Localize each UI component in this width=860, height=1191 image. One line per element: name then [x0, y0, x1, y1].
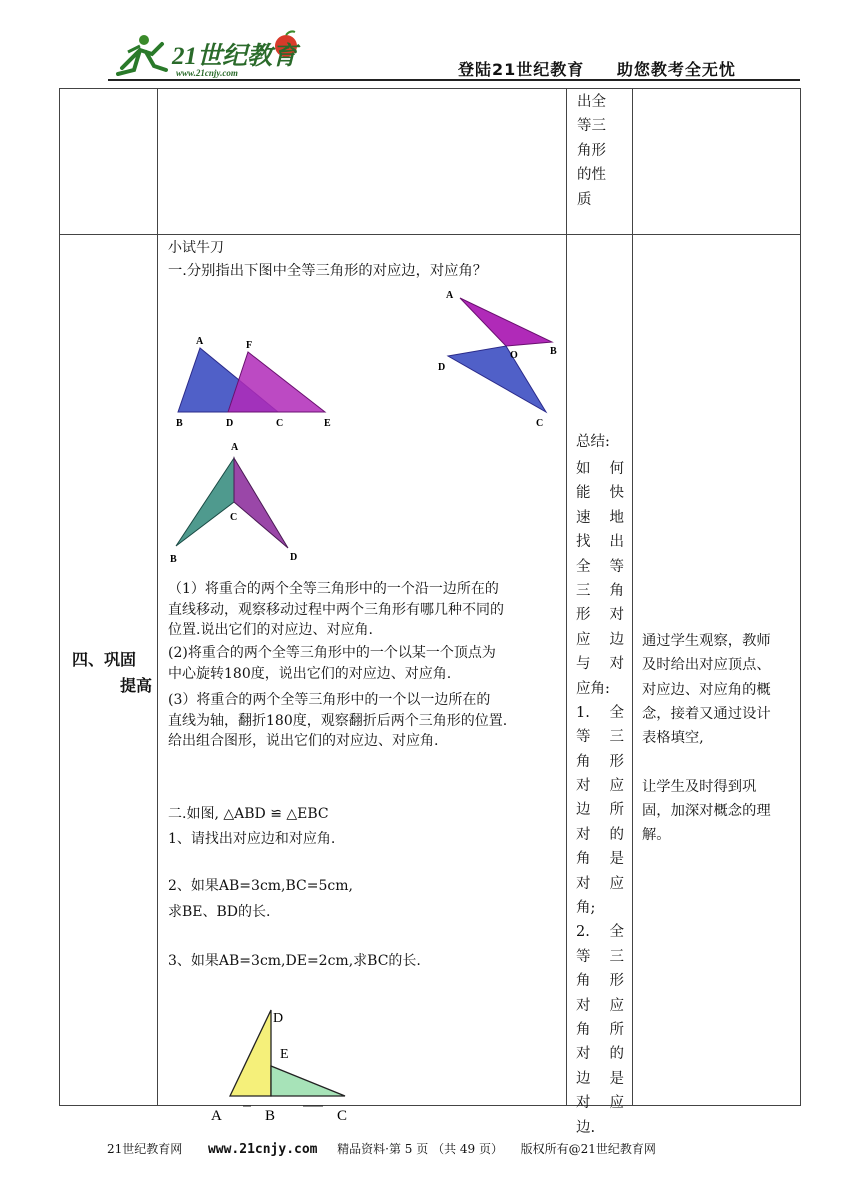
summary-line: 形 对 [576, 607, 624, 624]
svg-text:F: F [246, 340, 253, 351]
question-2-2b: 求BE、BD的长. [168, 904, 271, 920]
figure-flip [166, 438, 306, 568]
summary-line: 角 所 [576, 1021, 624, 1038]
svg-text:A: A [231, 442, 239, 453]
svg-text:A: A [196, 336, 204, 347]
svg-text:B: B [170, 554, 177, 565]
summary-line: 三 角 [576, 582, 624, 599]
triangle-doc [448, 346, 546, 412]
triangle-dfe [228, 352, 325, 412]
svg-text:E: E [324, 418, 331, 429]
summary-line: 如 何 [576, 461, 624, 477]
summary-line: 角 形 [576, 973, 624, 990]
svg-text:D: D [290, 552, 298, 563]
figure-rotate [432, 284, 562, 432]
svg-text:D: D [273, 1011, 284, 1026]
logo-url: www.21cnjy.com [176, 68, 238, 78]
teacher-notes [642, 629, 771, 848]
figure-translate [170, 330, 340, 430]
summary-line: 对 的 [576, 1046, 624, 1063]
paragraph-3: (3）将重合的两个全等三角形中的一个以一边所在的 直线为轴，翻折180度，观察翻折后两个三角形的位置. 给出组合图形，说出它们的对应边、对应角. [168, 692, 508, 749]
footer-url: www.21cnjy.com [207, 1142, 318, 1157]
footer-site: 21世纪教育网 [107, 1142, 183, 1156]
svg-text:B: B [265, 1108, 276, 1124]
triangle-aob [460, 298, 552, 346]
summary-line: 能 快 [576, 485, 624, 502]
triangle-ebc [271, 1066, 345, 1096]
paragraph-1: （1）将重合的两个全等三角形中的一个沿一边所在的 直线移动，观察移动过程中两个三角形有哪几种不同的 位置.说出它们的对应边、对应角. [168, 581, 504, 638]
question-2-2: 2、如果AB=3cm,BC=5cm, [168, 878, 353, 894]
teacher-line: 让学生及时得到巩 [642, 778, 757, 795]
figure-abd-ebc [205, 1004, 365, 1126]
svg-text:C: C [276, 418, 284, 429]
summary-line: 角 是 [576, 851, 624, 868]
summary-line: 速 地 [576, 509, 624, 526]
question-2: 二.如图, △ABD ≌ △EBC [168, 806, 329, 822]
teacher-line: 固，加深对概念的理 [642, 803, 771, 820]
teacher-line: 念，接着又通过设计 [642, 705, 771, 722]
triangle-acd [234, 458, 288, 548]
paragraph-2: (2)将重合的两个全等三角形中的一个以某一个顶点为 中心旋转180度，说出它们的对应边、对应角. [168, 645, 496, 682]
svg-text:O: O [510, 350, 518, 361]
summary-title: 总结: [576, 434, 610, 450]
svg-text:B: B [176, 418, 183, 429]
question-2-3: 3、如果AB=3cm,DE=2cm,求BC的长. [168, 953, 421, 969]
summary-line: 找 出 [576, 534, 624, 551]
summary-line: 1. 全 [576, 704, 624, 721]
summary-line: 角 形 [576, 753, 624, 770]
subtitle: 小试牛刀 [168, 240, 224, 256]
summary-line: 对 应 [576, 1095, 624, 1112]
summary-line: 边 所 [576, 802, 624, 819]
footer-page: 精品资料·第 5 页 （共 49 页） [337, 1142, 503, 1156]
site-logo [110, 30, 310, 82]
row1-col3-text: 出全 等三 角形 的性 质 [577, 94, 606, 208]
summary-line: 全 等 [576, 558, 624, 575]
svg-text:D: D [438, 362, 446, 373]
summary-line: 对 的 [576, 826, 624, 843]
svg-text:C: C [536, 418, 544, 429]
header-slogan [458, 57, 762, 80]
summary-line: 与 对 [576, 656, 624, 673]
summary-line: 2. 全 [576, 924, 624, 941]
teacher-line: 解。 [642, 827, 671, 844]
footer [107, 1140, 656, 1157]
slogan-right: 助您教考全无忧 [616, 60, 736, 79]
summary-line: 边. [576, 1119, 596, 1136]
summary-line: 边 是 [576, 1070, 624, 1087]
teacher-line: 对应边、对应角的概 [642, 681, 771, 698]
summary-line: 对 应 [576, 778, 624, 795]
summary-line: 应 边 [576, 631, 624, 648]
logo-text: 21世纪教育 [172, 43, 298, 70]
header-rule [108, 79, 800, 81]
svg-text:D: D [226, 418, 234, 429]
summary-text [576, 457, 624, 1140]
svg-text:A: A [211, 1108, 222, 1124]
svg-text:C: C [230, 512, 238, 523]
question-2-1: 1、请找出对应边和对应角. [168, 831, 336, 847]
svg-text:B: B [550, 346, 557, 357]
slogan-left: 登陆21世纪教育 [458, 60, 585, 79]
section-label: 四、巩固 提高 [72, 650, 152, 695]
triangle-abd [230, 1010, 271, 1096]
summary-line: 应角: [576, 680, 610, 697]
summary-line: 等 三 [576, 948, 624, 965]
teacher-line: 及时给出对应顶点、 [642, 657, 771, 674]
footer-copyright: 版权所有@21世纪教育网 [520, 1142, 656, 1156]
summary-line: 等 三 [576, 729, 624, 746]
triangle-acb [176, 458, 234, 546]
svg-text:A: A [446, 290, 454, 301]
teacher-line: 通过学生观察，教师 [642, 633, 771, 649]
summary-line: 角; [576, 900, 596, 917]
svg-text:E: E [280, 1047, 289, 1062]
teacher-line: 表格填空, [642, 730, 704, 747]
summary-line: 对 应 [576, 875, 624, 892]
teacher-line [642, 750, 771, 774]
question-1: 一.分别指出下图中全等三角形的对应边，对应角？ [168, 263, 488, 279]
svg-text:C: C [337, 1108, 348, 1124]
summary-line: 对 应 [576, 997, 624, 1014]
